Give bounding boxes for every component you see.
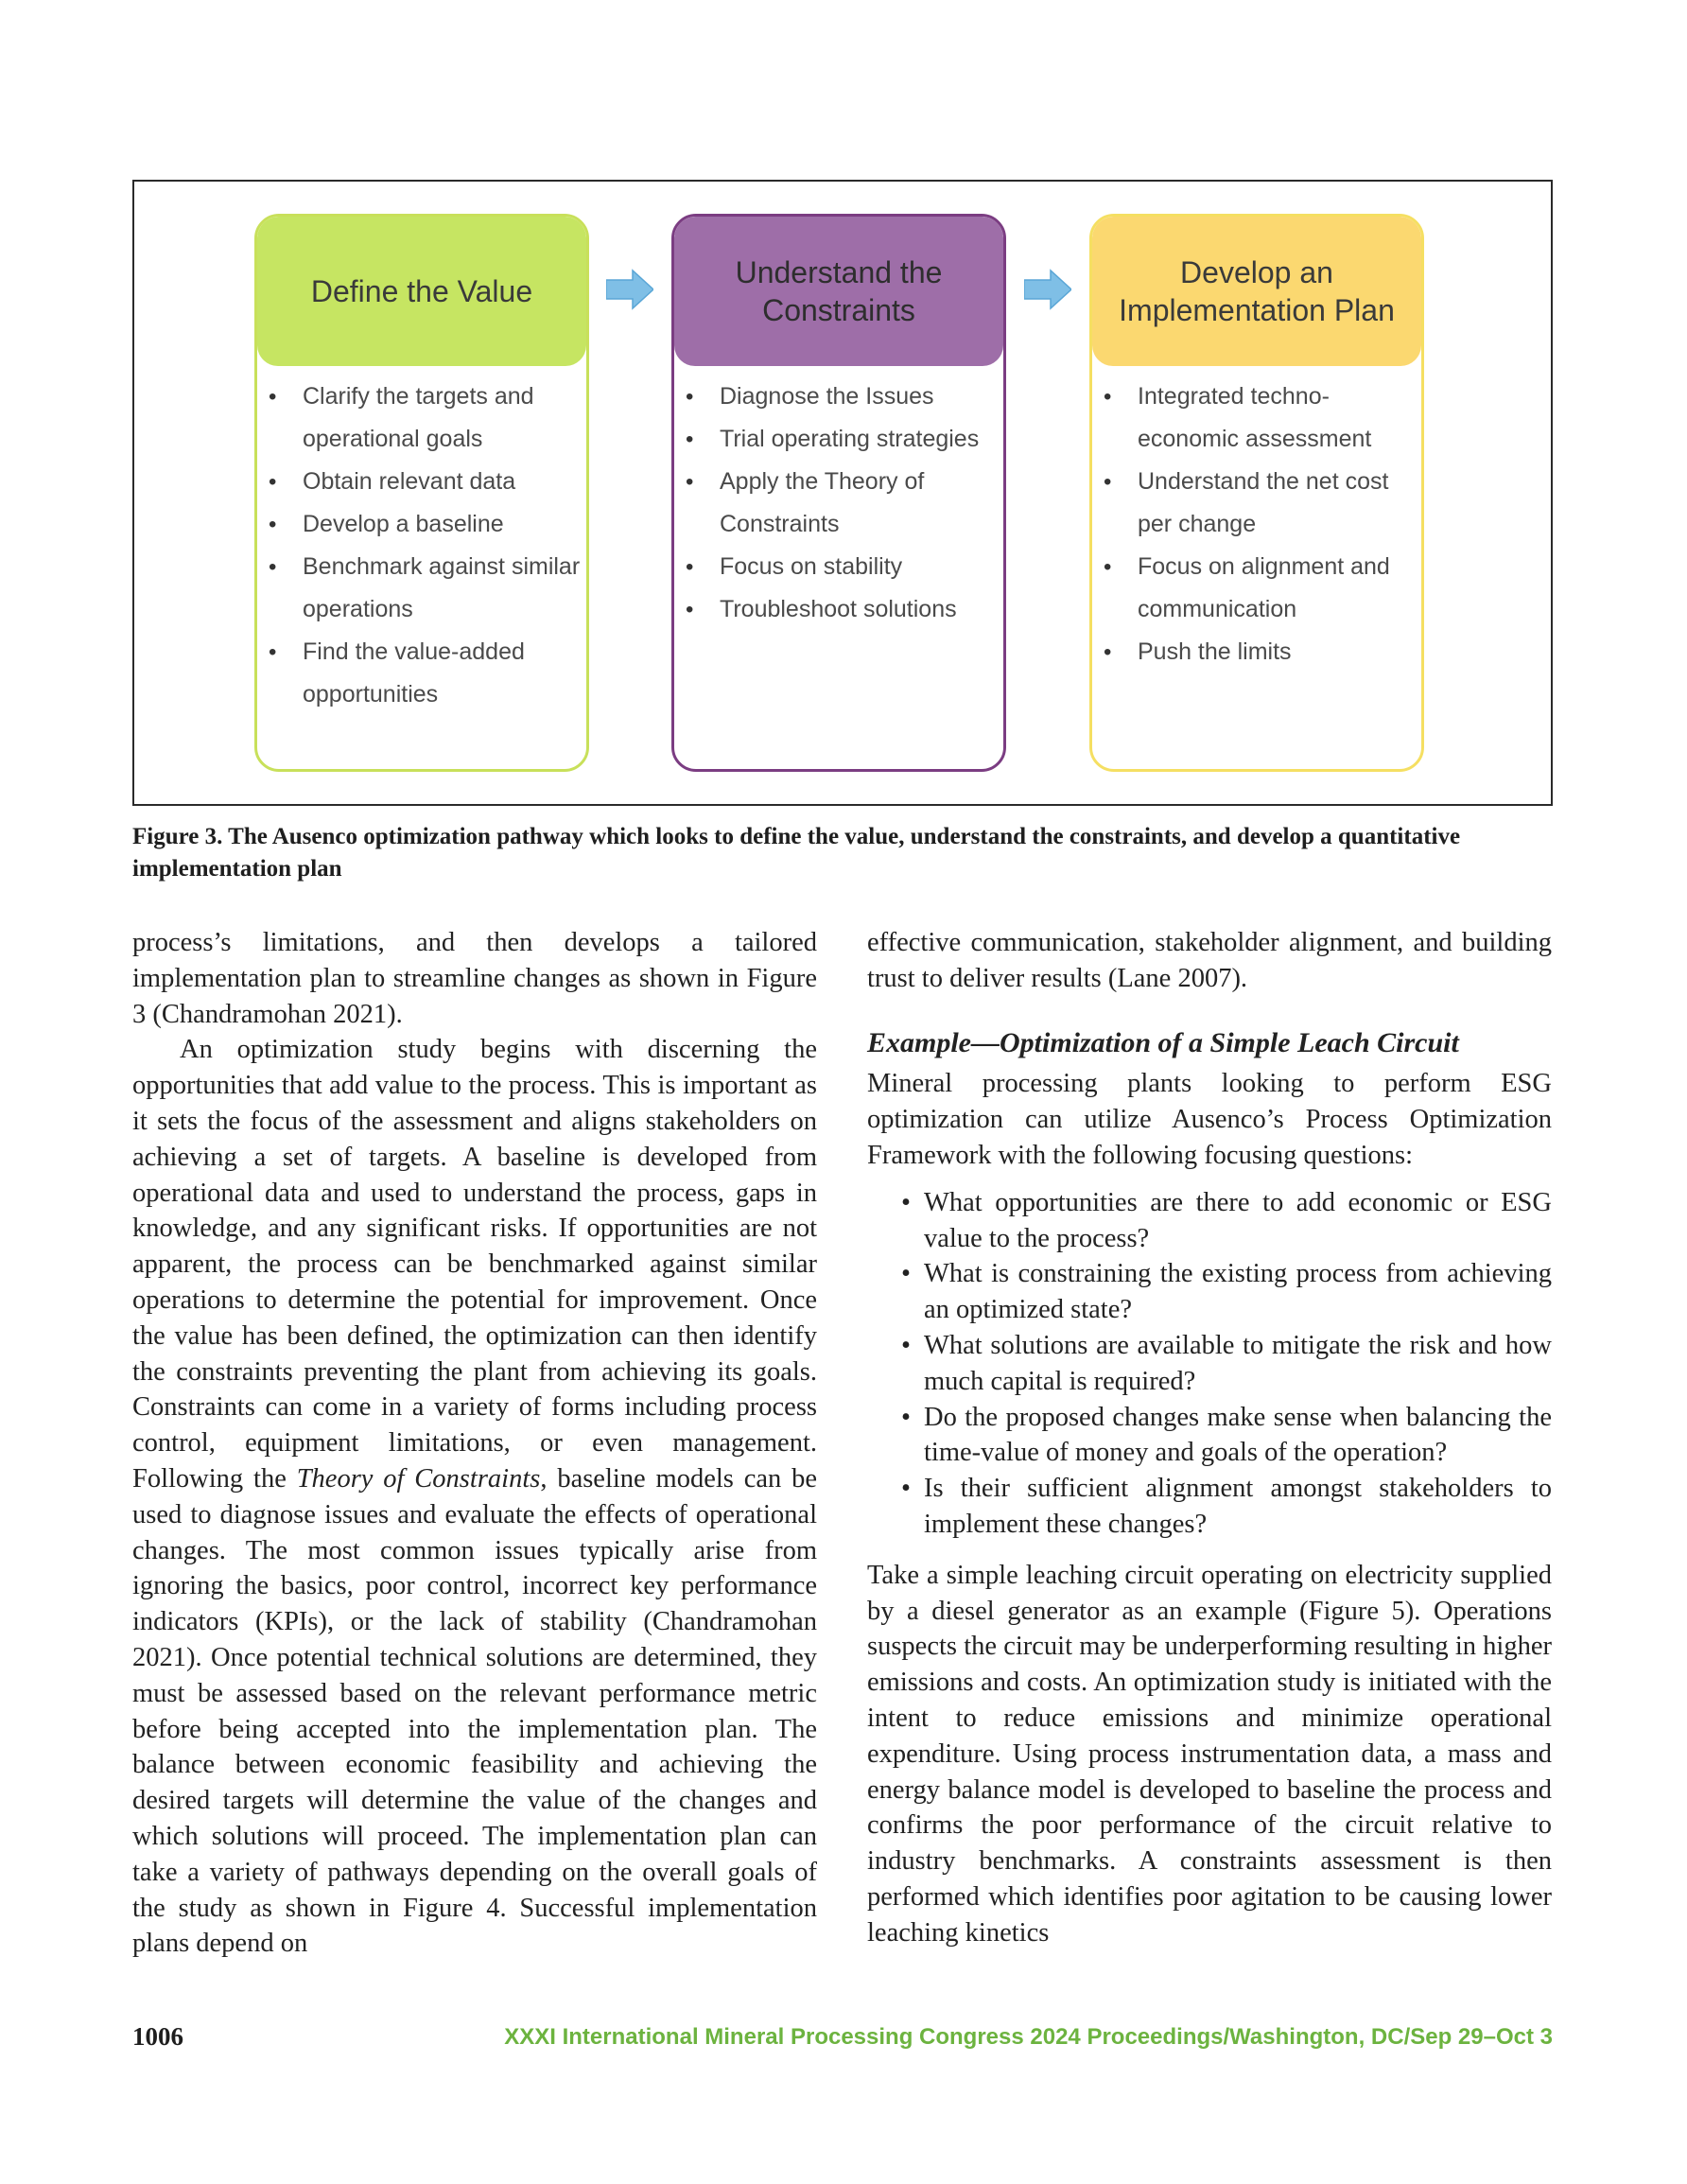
question-item: • What is constraining the existing process from achieving an optimized state? [924, 1256, 1552, 1328]
question-list [867, 1185, 1552, 1543]
stage-item: • Clarify the targets and operational goals [267, 376, 581, 461]
stage-item: • Integrated techno-economic assessment [1102, 376, 1416, 461]
stage-title: Define the Value [257, 217, 586, 366]
stage-items [1092, 366, 1421, 673]
running-footer: XXXI International Mineral Processing Congress 2024 Proceedings/Washington, DC/Sep 29–Oct 3 [504, 2024, 1553, 2050]
stage-items [257, 366, 586, 716]
paragraph: Mineral processing plants looking to perform ESG optimization can utilize Ausenco’s Process Optimization Framework with the following focusing questions: [867, 1069, 1552, 1170]
stage-item: • Benchmark against similar operations [267, 546, 581, 631]
arrow-right-icon [1024, 269, 1071, 310]
italic-term: Theory of Constraints [296, 1463, 541, 1494]
stage-item: • Find the value-added opportunities [267, 631, 581, 716]
paragraph: effective communication, stakeholder alignment, and building trust to deliver results (Lane 2007). [867, 928, 1552, 993]
page-number: 1006 [132, 2022, 183, 2051]
stage-item: • Focus on stability [684, 546, 998, 588]
figure-caption: Figure 3. The Ausenco optimization pathway which looks to define the value, understand the constraints, and develop a quantitative implementation plan [132, 824, 1461, 882]
section-heading: Example—Optimization of a Simple Leach Circuit [867, 1026, 1459, 1058]
stage-define-the-value [254, 214, 589, 772]
stage-develop-implementation-plan [1089, 214, 1424, 772]
stage-item: • Focus on alignment and communication [1102, 546, 1416, 631]
left-column [132, 925, 817, 1962]
question-item: • Do the proposed changes make sense when balancing the time-value of money and goals of the operation? [924, 1400, 1552, 1472]
stage-items [674, 366, 1003, 631]
stage-item: • Trial operating strategies [684, 418, 998, 461]
stage-title: Understand the Constraints [674, 217, 1003, 366]
stage-item: • Develop a baseline [267, 503, 581, 546]
right-column [867, 925, 1552, 1951]
stage-item: • Push the limits [1102, 631, 1416, 673]
paragraph: process’s limitations, and then develops a tailored implementation plan to streamline changes as shown in Figure 3 (Chandramohan 2021). [132, 928, 817, 1029]
stage-understand-the-constraints [671, 214, 1006, 772]
question-item: • What opportunities are there to add economic or ESG value to the process? [924, 1185, 1552, 1257]
arrow-right-icon [606, 269, 653, 310]
stage-item: • Understand the net cost per change [1102, 461, 1416, 546]
stage-item: • Diagnose the Issues [684, 376, 998, 418]
stage-item: • Apply the Theory of Constraints [684, 461, 998, 546]
paragraph [132, 1032, 817, 1962]
paragraph: Take a simple leaching circuit operating on electricity supplied by a diesel generator as an example (Figure 5). Operations suspects the circuit may be underperforming resulting in higher emissions and costs. An optimization study is initiated with the intent to reduce emissions and minimize operational expenditure. Using process instrumentation data, a mass and energy balance model is developed to baseline the process and confirms the poor performance of the circuit relative to industry benchmarks. A constraints assessment is then performed which identifies poor agitation to be causing lower leaching kinetics [867, 1560, 1552, 1948]
stage-item: • Troubleshoot solutions [684, 588, 998, 631]
paragraph-text: , baseline models can be used to diagnose issues and evaluate the effects of operational changes. The most common issues typically arise from ignoring the basics, poor control, incorrect key performance indicators (KPIs), or the lack of stability (Chandramohan 2021). Once potential technical solutions are determined, they must be assessed based on the relevant performance metric before being accepted into the implementation plan. The balance between economic feasibility and achieving the desired targets will determine the value of the changes and which solutions will proceed. The implementation plan can take a variety of pathways depending on the overall goals of the study as shown in Figure 4. Successful implementation plans depend on [132, 1463, 817, 1959]
question-item: • What solutions are available to mitigate the risk and how much capital is required? [924, 1328, 1552, 1400]
paragraph-text: An optimization study begins with discerning the opportunities that add value to the process. This is important as it sets the focus of the assessment and aligns stakeholders on achieving a set of targets. A baseline is developed from operational data and used to understand the process, gaps in knowledge, and any significant risks. If opportunities are not apparent, the process can be benchmarked against similar operations to determine the potential for improvement. Once the value has been defined, the optimization can then identify the constraints preventing the plant from achieving its goals. Constraints can come in a variety of forms including process control, equipment limitations, or even management. Following the [132, 1035, 817, 1494]
stage-title: Develop an Implementation Plan [1092, 217, 1421, 366]
stage-item: • Obtain relevant data [267, 461, 581, 503]
question-item: • Is their sufficient alignment amongst stakeholders to implement these changes? [924, 1471, 1552, 1543]
